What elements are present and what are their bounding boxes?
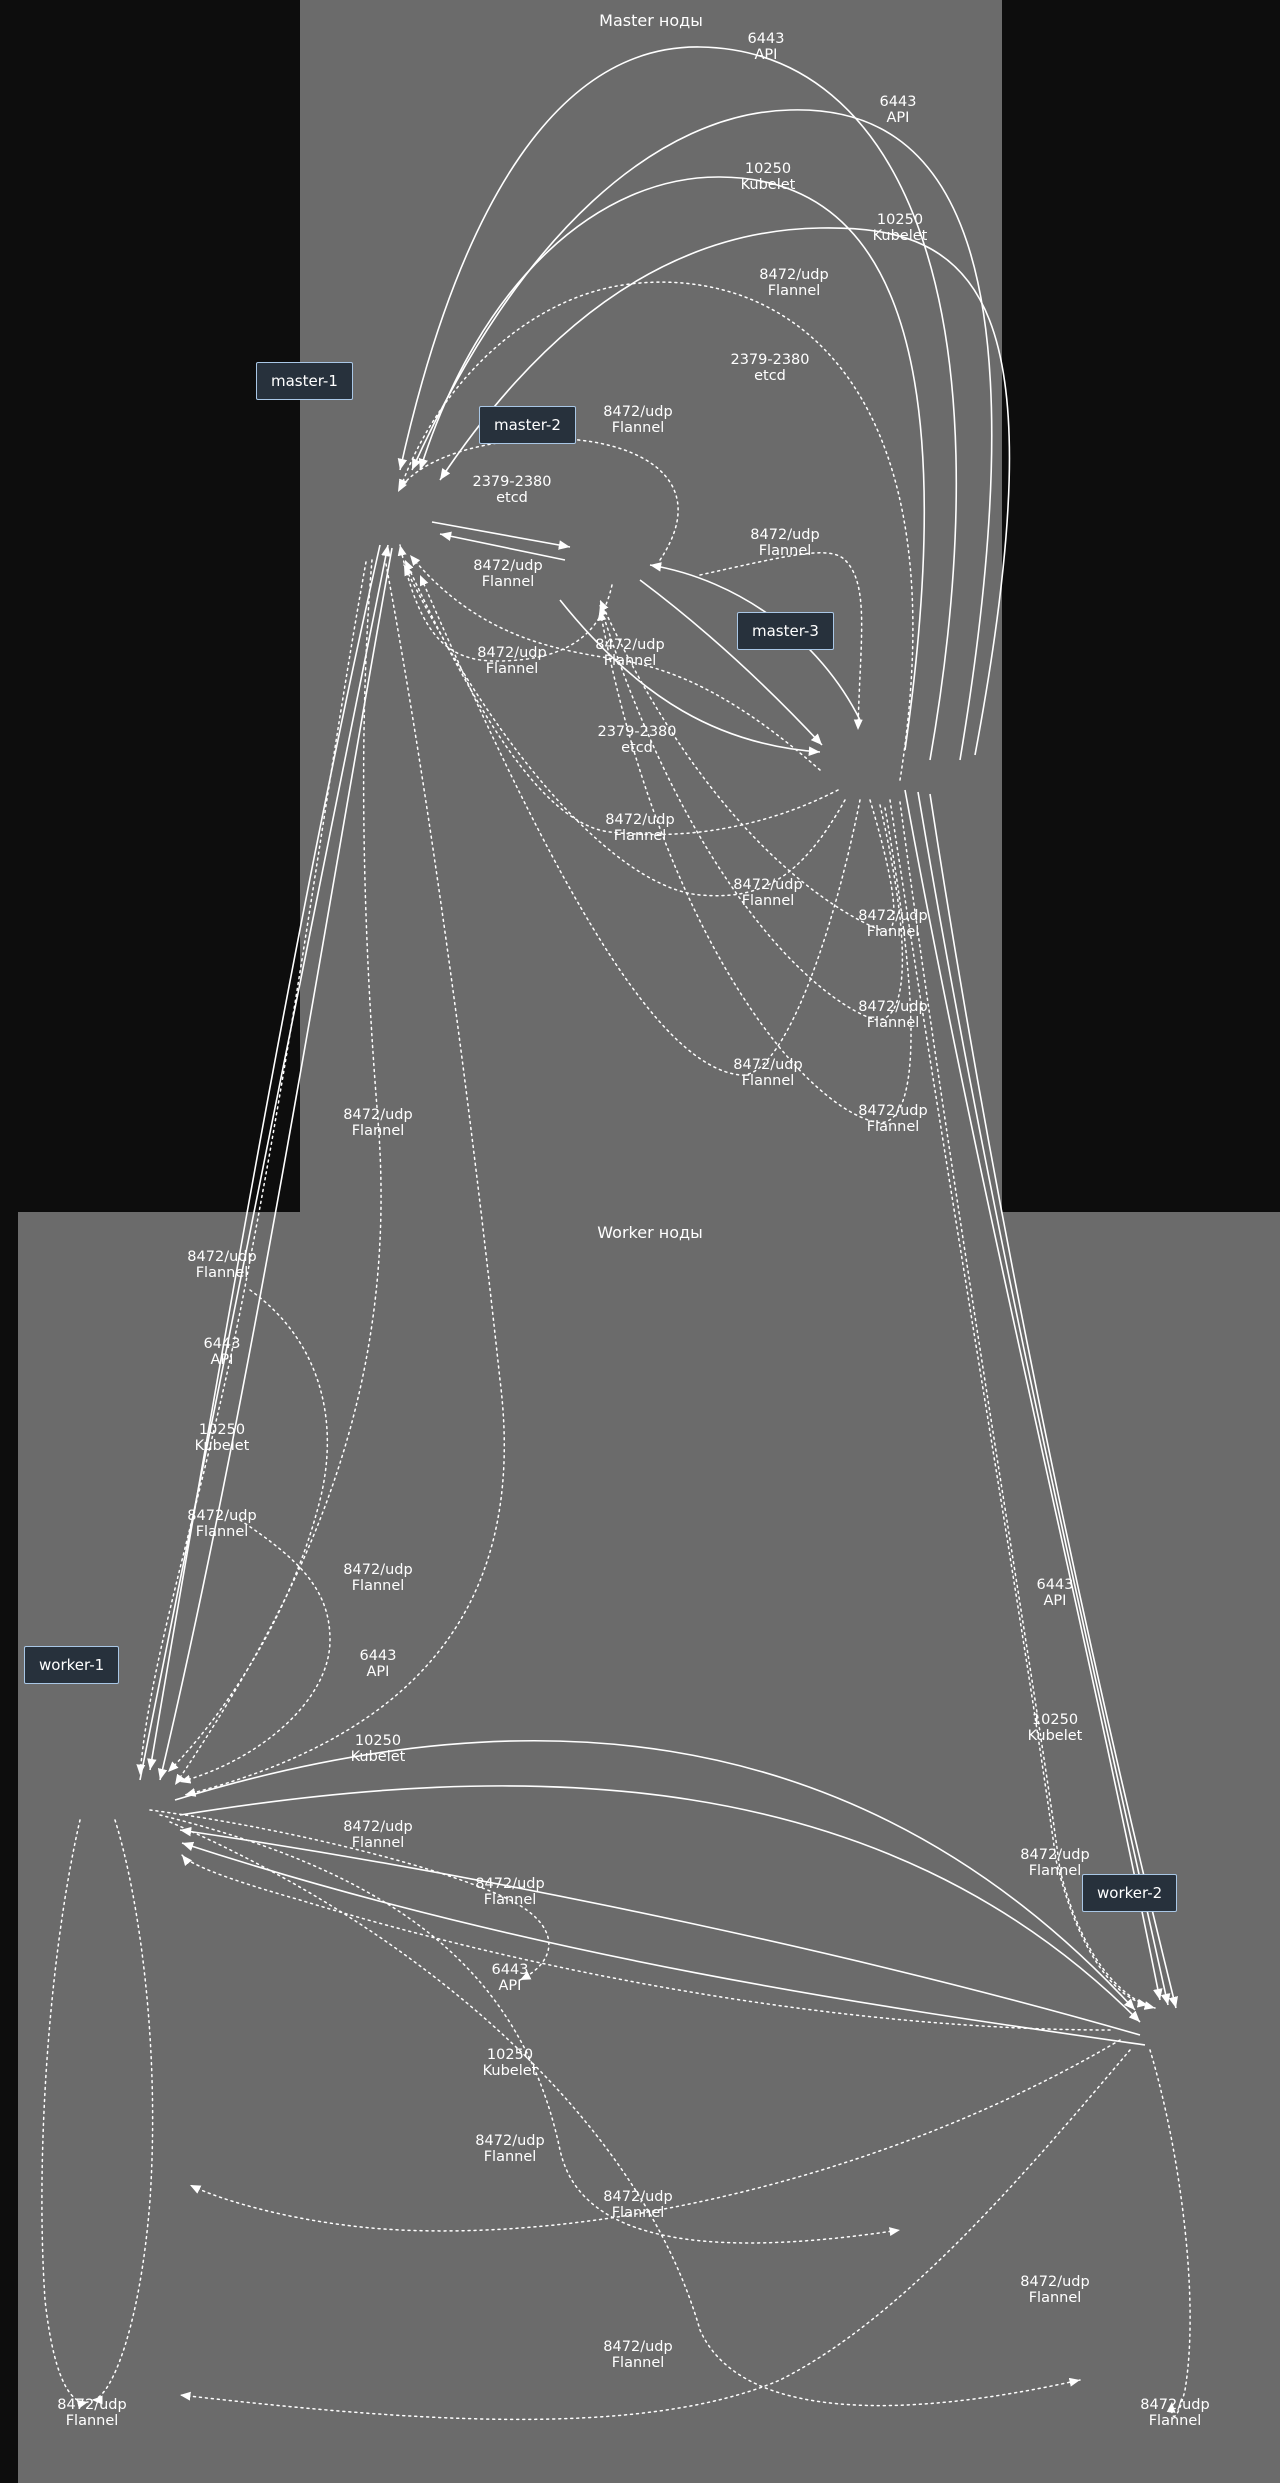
edge-label-service: API — [1043, 1593, 1067, 1609]
edge-label-service: API — [366, 1664, 390, 1680]
edge-label-port: 6443 — [1036, 1576, 1074, 1593]
edge-label-service: Flannel — [195, 1524, 249, 1540]
cluster-master-nodes — [300, 0, 1002, 1214]
edge-label-service: Flannel — [866, 1119, 920, 1135]
edge-label-port: 2379-2380 — [730, 351, 810, 368]
edge-label-service: Flannel — [481, 574, 535, 590]
edge-label-service: etcd — [621, 740, 653, 756]
edge-label-port: 8472/udp — [733, 876, 803, 893]
edge-label-port: 8472/udp — [603, 2188, 673, 2205]
edge-label-service: Flannel — [1028, 1863, 1082, 1879]
cluster-master-title: Master ноды — [599, 11, 703, 30]
edge-label-service: Flannel — [866, 924, 920, 940]
edge-label-port: 8472/udp — [1020, 2273, 1090, 2290]
edge-label-port: 8472/udp — [343, 1561, 413, 1578]
edge-label-port: 8472/udp — [343, 1818, 413, 1835]
edge-label-service: Flannel — [611, 2355, 665, 2371]
edge-label-service: Flannel — [741, 893, 795, 909]
edge-label-port: 8472/udp — [858, 1102, 928, 1119]
node-master-3[interactable]: master-3 — [737, 612, 834, 650]
edge-label-port: 8472/udp — [477, 644, 547, 661]
edge-label-port: 2379-2380 — [472, 473, 552, 490]
edge-label-service: Flannel — [351, 1835, 405, 1851]
edge-label-service: Flannel — [767, 283, 821, 299]
edge-label-service: etcd — [496, 490, 528, 506]
cluster-worker-nodes — [18, 1212, 1280, 2483]
edge-label-port: 6443 — [359, 1647, 397, 1664]
edge-label-service: Flannel — [611, 2205, 665, 2221]
edge-label-port: 10250 — [876, 211, 924, 228]
edge-label-service: API — [754, 47, 778, 63]
edge-label-port: 8472/udp — [475, 1875, 545, 1892]
edge-label-service: Flannel — [1148, 2413, 1202, 2429]
edge-label-port: 8472/udp — [1140, 2396, 1210, 2413]
edge-label-service: etcd — [754, 368, 786, 384]
edge-label-port: 10250 — [744, 160, 792, 177]
edge-label-service: Flannel — [483, 2149, 537, 2165]
edge-label-service: Flannel — [485, 661, 539, 677]
node-worker-2[interactable]: worker-2 — [1082, 1874, 1177, 1912]
edge-label-port: 6443 — [203, 1335, 241, 1352]
edge-label-service: Flannel — [611, 420, 665, 436]
edge-label-port: 8472/udp — [57, 2396, 127, 2413]
edge-label-port: 8472/udp — [858, 907, 928, 924]
node-worker-1[interactable]: worker-1 — [24, 1646, 119, 1684]
edge-label-service: API — [498, 1978, 522, 1994]
edge-label-port: 8472/udp — [187, 1507, 257, 1524]
edge-label-service: API — [210, 1352, 234, 1368]
edge-label-port: 6443 — [491, 1961, 529, 1978]
edge-label-port: 10250 — [198, 1421, 246, 1438]
edge-label-port: 8472/udp — [733, 1056, 803, 1073]
edge-label-service: Flannel — [483, 1892, 537, 1908]
edge-label-service: API — [886, 110, 910, 126]
edge-label-port: 8472/udp — [759, 266, 829, 283]
edge-label-service: Flannel — [741, 1073, 795, 1089]
cluster-worker-title: Worker ноды — [597, 1223, 703, 1242]
edge-label-port: 8472/udp — [187, 1248, 257, 1265]
edge-label-port: 6443 — [879, 93, 917, 110]
edge-label-port: 8472/udp — [595, 636, 665, 653]
edge-label-port: 8472/udp — [858, 998, 928, 1015]
edge-label-port: 10250 — [354, 1732, 402, 1749]
edge-label-service: Kubelet — [350, 1749, 406, 1765]
edge-label-service: Flannel — [758, 543, 812, 559]
node-master-1[interactable]: master-1 — [256, 362, 353, 400]
node-master-2[interactable]: master-2 — [479, 406, 576, 444]
edge-label-service: Flannel — [613, 828, 667, 844]
edge-label-port: 10250 — [486, 2046, 534, 2063]
edge-label-port: 8472/udp — [750, 526, 820, 543]
edge-label-port: 8472/udp — [603, 403, 673, 420]
edge-label-service: Flannel — [1028, 2290, 1082, 2306]
edge-label-service: Flannel — [351, 1123, 405, 1139]
edge-label-port: 8472/udp — [475, 2132, 545, 2149]
edge-label-port: 8472/udp — [1020, 1846, 1090, 1863]
edge-label-port: 8472/udp — [603, 2338, 673, 2355]
edge-label-port: 6443 — [747, 30, 785, 47]
edge-label-service: Kubelet — [1027, 1728, 1083, 1744]
edge-label-service: Flannel — [603, 653, 657, 669]
edge-label-service: Kubelet — [872, 228, 928, 244]
edge-label-port: 8472/udp — [473, 557, 543, 574]
edge-label-service: Kubelet — [482, 2063, 538, 2079]
edge-label-port: 10250 — [1031, 1711, 1079, 1728]
edge-label-service: Flannel — [866, 1015, 920, 1031]
edge-label-port: 2379-2380 — [597, 723, 677, 740]
edge-label-port: 8472/udp — [343, 1106, 413, 1123]
edge-label-service: Kubelet — [194, 1438, 250, 1454]
edge-label-port: 8472/udp — [605, 811, 675, 828]
edge-label-service: Flannel — [351, 1578, 405, 1594]
edge-label-service: Flannel — [195, 1265, 249, 1281]
edge-label-service: Flannel — [65, 2413, 119, 2429]
edge-label-service: Kubelet — [740, 177, 796, 193]
